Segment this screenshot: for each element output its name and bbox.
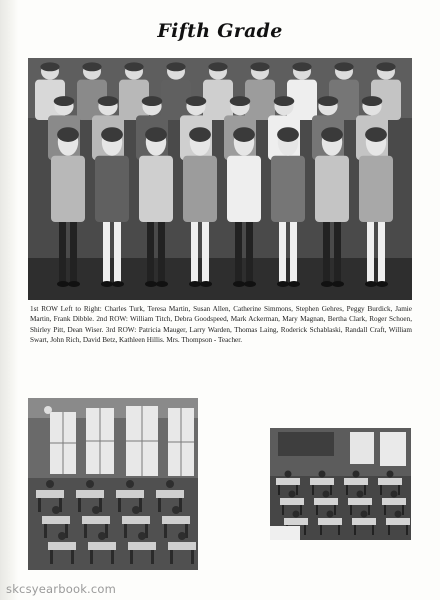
student-hair: [321, 127, 343, 142]
desk-top: [314, 498, 338, 505]
student-hair: [101, 127, 123, 142]
student-leg: [70, 222, 77, 282]
student-head: [98, 532, 106, 540]
floor: [28, 258, 412, 300]
desk-top: [348, 498, 372, 505]
desk-top: [310, 478, 334, 485]
student-shoe: [156, 281, 168, 287]
student-body: [227, 156, 261, 222]
desk-leg: [330, 485, 332, 495]
student-head: [52, 506, 60, 514]
student-hair: [166, 62, 185, 71]
student-head: [132, 506, 140, 514]
desk-top: [76, 490, 104, 498]
student-leg: [191, 222, 198, 282]
student-head: [166, 480, 174, 488]
student-hair: [145, 127, 167, 142]
student-hair: [142, 96, 162, 106]
desk-leg: [191, 550, 194, 564]
desk-top: [122, 516, 150, 524]
desk-top: [156, 490, 184, 498]
student-head: [319, 471, 326, 478]
student-shoe: [145, 281, 157, 287]
desk-top: [36, 490, 64, 498]
student-shoe: [365, 281, 377, 287]
desk-top: [82, 516, 110, 524]
student-hair: [233, 127, 255, 142]
desk-top: [128, 542, 156, 550]
student-hair: [208, 62, 227, 71]
student-leg: [147, 222, 154, 282]
desk-top: [386, 518, 410, 525]
desk-top: [116, 490, 144, 498]
site-watermark: skcsyearbook.com: [6, 582, 117, 596]
desk-top: [168, 542, 196, 550]
desk-top: [382, 498, 406, 505]
desk-leg: [44, 524, 47, 538]
window: [350, 432, 374, 464]
desk-leg: [151, 550, 154, 564]
desk-top: [284, 518, 308, 525]
student-leg: [279, 222, 286, 282]
desk-leg: [71, 550, 74, 564]
student-hair: [318, 96, 338, 106]
desk-leg: [350, 505, 352, 515]
student-body: [51, 156, 85, 222]
desk-leg: [402, 505, 404, 515]
class-group-photo-image: [28, 58, 412, 300]
student-hair: [365, 127, 387, 142]
student-leg: [158, 222, 165, 282]
desk-leg: [338, 525, 340, 535]
student-hair: [98, 96, 118, 106]
desk-leg: [170, 550, 173, 564]
desk-leg: [50, 550, 53, 564]
student-shoe: [288, 281, 300, 287]
student-head: [353, 471, 360, 478]
student-hair: [334, 62, 353, 71]
student-shoe: [277, 281, 289, 287]
student-hair: [362, 96, 382, 106]
student-head: [327, 511, 334, 518]
student-hair: [376, 62, 395, 71]
desk-leg: [388, 525, 390, 535]
student-shoe: [57, 281, 69, 287]
desk-top: [48, 542, 76, 550]
student-shoe: [244, 281, 256, 287]
desk-leg: [164, 524, 167, 538]
desk-leg: [320, 525, 322, 535]
student-head: [323, 491, 330, 498]
student-leg: [235, 222, 242, 282]
desk-leg: [406, 525, 408, 535]
student-shoe: [112, 281, 124, 287]
desk-leg: [398, 485, 400, 495]
student-body: [271, 156, 305, 222]
student-head: [58, 532, 66, 540]
student-head: [285, 471, 292, 478]
desk-leg: [354, 525, 356, 535]
classroom-study-photo-image: [270, 428, 411, 540]
desk-top: [352, 518, 376, 525]
desk-top: [318, 518, 342, 525]
class-group-photo: [28, 58, 412, 300]
student-shoe: [189, 281, 201, 287]
student-hair: [277, 127, 299, 142]
student-head: [86, 480, 94, 488]
student-hair: [82, 62, 101, 71]
desk-leg: [78, 498, 81, 512]
desk-leg: [368, 505, 370, 515]
student-head: [293, 511, 300, 518]
student-head: [172, 506, 180, 514]
student-hair: [292, 62, 311, 71]
desk-leg: [316, 505, 318, 515]
student-head: [178, 532, 186, 540]
desk-leg: [304, 525, 306, 535]
student-leg: [59, 222, 66, 282]
desk-top: [378, 478, 402, 485]
desk-leg: [118, 498, 121, 512]
desk-leg: [334, 505, 336, 515]
student-head: [395, 511, 402, 518]
student-head: [126, 480, 134, 488]
student-shoe: [101, 281, 113, 287]
desk-leg: [130, 550, 133, 564]
desk-top: [42, 516, 70, 524]
desk-top: [276, 478, 300, 485]
desk-leg: [111, 550, 114, 564]
student-leg: [367, 222, 374, 282]
student-head: [387, 471, 394, 478]
student-leg: [378, 222, 385, 282]
student-head: [289, 491, 296, 498]
student-head: [361, 511, 368, 518]
student-shoe: [68, 281, 80, 287]
student-shoe: [233, 281, 245, 287]
student-head: [391, 491, 398, 498]
student-head: [357, 491, 364, 498]
desk-leg: [282, 505, 284, 515]
desk-leg: [90, 550, 93, 564]
desk-top: [280, 498, 304, 505]
student-hair: [230, 96, 250, 106]
student-leg: [114, 222, 121, 282]
student-body: [183, 156, 217, 222]
student-leg: [290, 222, 297, 282]
desk-top: [344, 478, 368, 485]
classroom-photo-image: [28, 398, 198, 570]
student-body: [139, 156, 173, 222]
student-shoe: [321, 281, 333, 287]
student-leg: [323, 222, 330, 282]
student-body: [203, 80, 233, 120]
desk-leg: [380, 485, 382, 495]
desk-leg: [296, 485, 298, 495]
photo-caption: 1st ROW Left to Right: Charles Turk, Teresa Martin, Susan Allen, Catherine Simmons, Stephen Gehres, Peggy Burdick, Jamie Martin, Frank Dibble. 2nd ROW: William Titch, Debra Goodspeed, Mark Ackerman, Mary Magnan, Bertha Clark, Roger Schoen, Shirley Pitt, Dean Wiser. 3rd ROW: Patricia Mauger, Larry Warden, Thomas Laing, Roderick Schablaski, Randall Craft, William Swart, John Rich, David Betz, Kathleen Hillis. Mrs. Thompson - Teacher.: [30, 305, 412, 345]
student-head: [46, 480, 54, 488]
student-hair: [57, 127, 79, 142]
student-hair: [40, 62, 59, 71]
desk-leg: [384, 505, 386, 515]
student-leg: [202, 222, 209, 282]
ceiling-lamp: [44, 406, 52, 414]
classroom-study-photo: [270, 428, 411, 540]
student-hair: [54, 96, 74, 106]
student-leg: [334, 222, 341, 282]
student-body: [95, 156, 129, 222]
student-hair: [250, 62, 269, 71]
student-hair: [124, 62, 143, 71]
student-hair: [189, 127, 211, 142]
desk-leg: [38, 498, 41, 512]
foreground-paper: [270, 526, 300, 540]
window: [380, 432, 406, 466]
student-head: [138, 532, 146, 540]
desk-leg: [158, 498, 161, 512]
student-leg: [246, 222, 253, 282]
student-shoe: [200, 281, 212, 287]
blackboard: [278, 432, 334, 456]
student-hair: [274, 96, 294, 106]
student-leg: [103, 222, 110, 282]
student-shoe: [376, 281, 388, 287]
student-head: [92, 506, 100, 514]
student-body: [359, 156, 393, 222]
desk-leg: [300, 505, 302, 515]
classroom-photo: [28, 398, 198, 570]
student-shoe: [332, 281, 344, 287]
student-hair: [186, 96, 206, 106]
desk-top: [88, 542, 116, 550]
page-title: Fifth Grade: [157, 20, 283, 42]
desk-leg: [278, 485, 280, 495]
desk-top: [162, 516, 190, 524]
desk-leg: [364, 485, 366, 495]
student-body: [315, 156, 349, 222]
desk-leg: [124, 524, 127, 538]
desk-leg: [372, 525, 374, 535]
page-gutter-shadow: [0, 0, 18, 600]
desk-leg: [346, 485, 348, 495]
desk-leg: [312, 485, 314, 495]
desk-leg: [84, 524, 87, 538]
